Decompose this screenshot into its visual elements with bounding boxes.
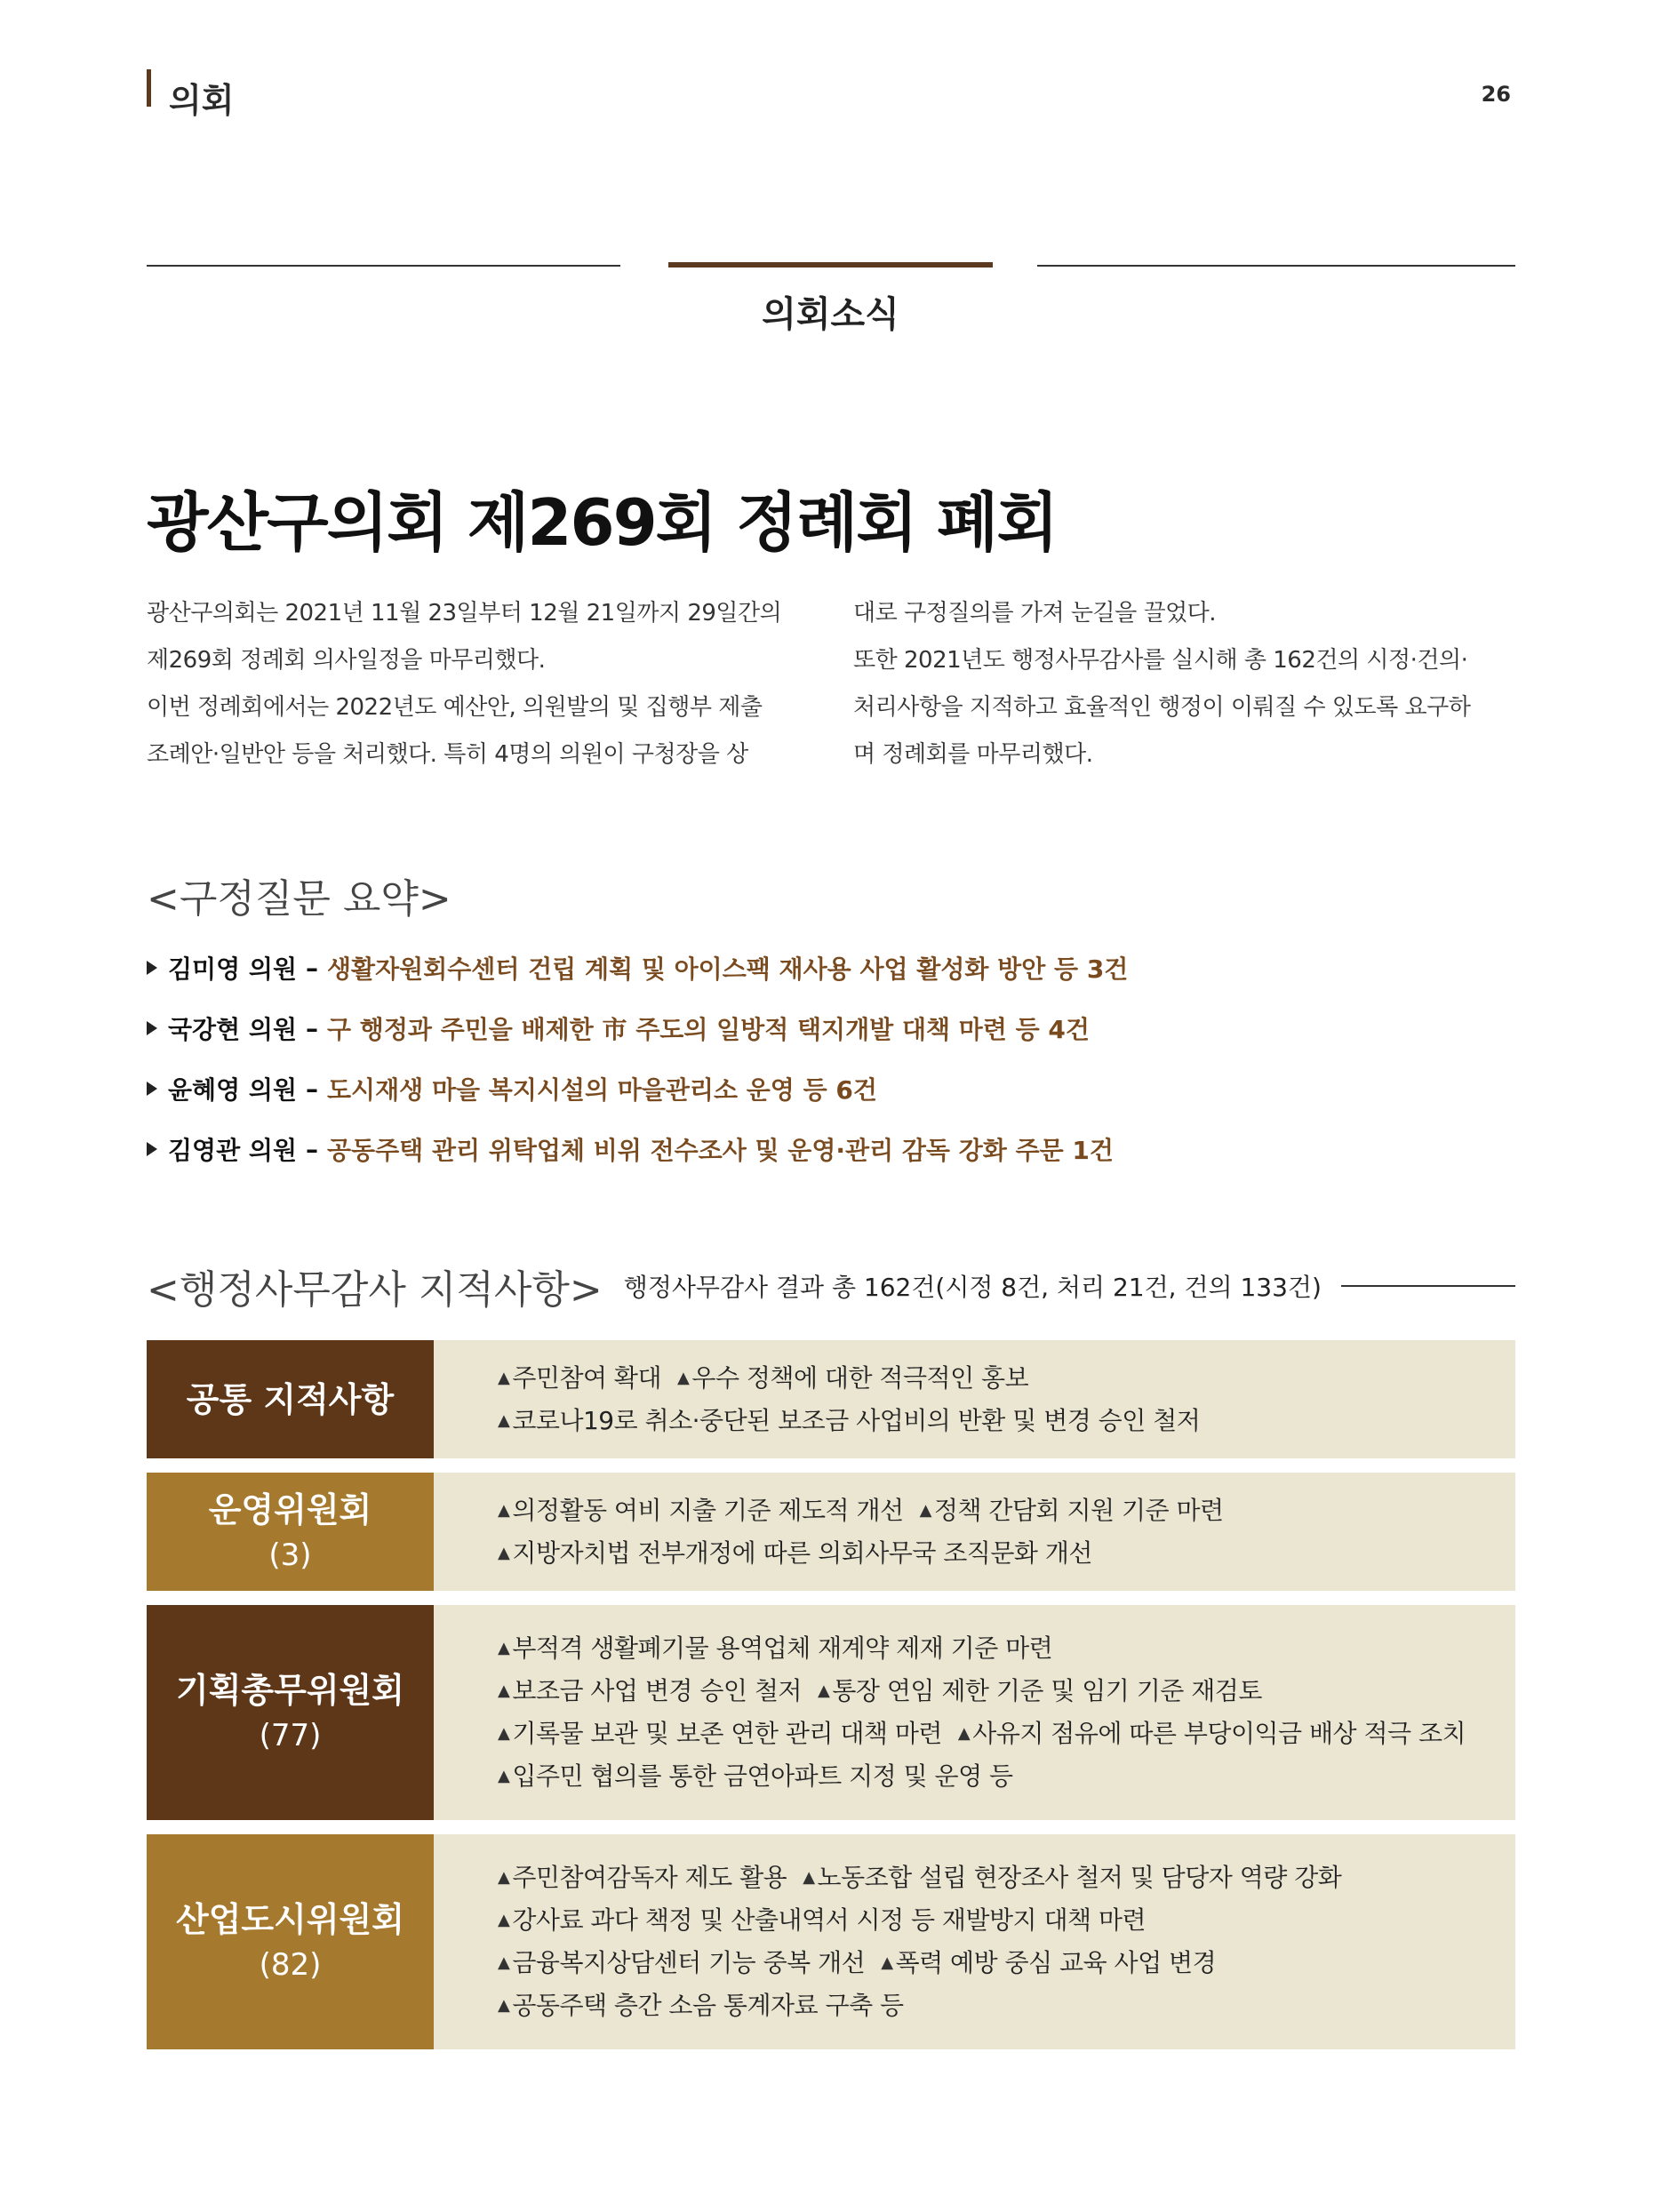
councilor-name: 김미영 의원 [168, 954, 297, 984]
article-headline: 광산구의회 제269회 정례회 폐회 [147, 485, 1058, 560]
finding-item [498, 1496, 904, 1525]
finding-text: 우수 정책에 대한 적극적인 홍보 [691, 1362, 1029, 1393]
finding-text: 보조금 사업 변경 승인 철저 [512, 1676, 802, 1705]
category-title: 의회소식 [762, 294, 899, 335]
finding-line [498, 1942, 1515, 1984]
triangle-bullet-icon [147, 1021, 157, 1035]
body-line: 광산구의회는 2021년 11월 23일부터 12월 21일까지 29일간의 [147, 600, 782, 627]
body-line: 조례안·일반안 등을 처리했다. 특히 4명의 의원이 구청장을 상 [147, 741, 748, 768]
body-line: 며 정례회를 마무리했다. [853, 741, 1093, 768]
audit-summary: 행정사무감사 결과 총 162건(시정 8건, 처리 21건, 건의 133건) [623, 1273, 1322, 1302]
finding-item [498, 1991, 904, 2020]
finding-text: 의정활동 여비 지출 기준 제도적 개선 [512, 1495, 904, 1525]
committee-count: (3) [268, 1537, 312, 1573]
councilor-name: 윤혜영 의원 [168, 1075, 297, 1105]
councilor-name: 김영관 의원 [168, 1136, 297, 1165]
finding-text: 기록물 보관 및 보존 연한 관리 대책 마련 [512, 1719, 942, 1748]
finding-item [498, 1633, 1052, 1663]
body-line: 또한 2021년도 행정사무감사를 실시해 총 162건의 시정·건의· [853, 647, 1468, 674]
question-summary: 도시재생 마을 복지시설의 마을관리소 운영 등 6건 [327, 1075, 877, 1105]
triangle-bullet-icon: ▲ [498, 1543, 510, 1562]
finding-item [498, 1761, 1013, 1791]
list-item [147, 1058, 1128, 1119]
section-marker [147, 69, 151, 107]
audit-row [147, 1834, 1515, 2049]
separator-dash: – [306, 1134, 318, 1164]
audit-findings [434, 1605, 1515, 1820]
finding-text: 통장 연임 제한 기준 및 임기 기준 재검토 [832, 1676, 1262, 1705]
finding-line [498, 1670, 1515, 1713]
finding-line [498, 1899, 1515, 1942]
committee-label [147, 1473, 434, 1591]
finding-item [920, 1496, 1224, 1525]
triangle-bullet-icon [147, 961, 157, 975]
finding-line [498, 1984, 1515, 2027]
audit-findings [434, 1834, 1515, 2049]
finding-item [881, 1948, 1216, 1977]
triangle-bullet-icon [147, 1142, 157, 1156]
finding-text: 노동조합 설립 현장조사 철저 및 담당자 역량 강화 [817, 1863, 1342, 1892]
triangle-bullet-icon: ▲ [498, 1911, 510, 1929]
committee-count: (77) [259, 1718, 322, 1753]
question-summary: 구 행정과 주민을 배제한 市 주도의 일방적 택지개발 대책 마련 등 4건 [327, 1015, 1090, 1044]
triangle-bullet-icon: ▲ [498, 1639, 510, 1657]
committee-label [147, 1834, 434, 2049]
body-line: 대로 구정질의를 가져 눈길을 끌었다. [853, 600, 1217, 627]
finding-text: 사유지 점유에 따른 부당이익금 배상 적극 조치 [972, 1719, 1466, 1748]
finding-item [498, 1676, 802, 1705]
committee-name: 기획총무위원회 [176, 1671, 404, 1710]
finding-text: 금융복지상담센터 기능 중복 개선 [512, 1948, 866, 1977]
finding-item [498, 1863, 787, 1892]
audit-findings [434, 1473, 1515, 1591]
finding-line [498, 1627, 1515, 1670]
questions-list [147, 938, 1128, 1179]
finding-line [498, 1532, 1515, 1575]
finding-text: 정책 간담회 지원 기준 마련 [933, 1495, 1224, 1525]
triangle-bullet-icon: ▲ [498, 1500, 510, 1520]
councilor-name: 국강현 의원 [168, 1015, 297, 1044]
committee-name: 공통 지적사항 [186, 1379, 395, 1419]
finding-item [498, 1406, 1200, 1435]
list-item [147, 1119, 1128, 1179]
finding-item [498, 1538, 1092, 1568]
finding-item [677, 1363, 1028, 1393]
body-line: 제269회 정례회 의사일정을 마무리했다. [147, 647, 546, 674]
finding-item [498, 1948, 865, 1977]
audit-heading-rule [1341, 1285, 1515, 1287]
audit-findings [434, 1340, 1515, 1458]
finding-text: 폭력 예방 중심 교육 사업 변경 [895, 1948, 1217, 1977]
finding-text: 주민참여 확대 [512, 1362, 662, 1393]
triangle-bullet-icon: ▲ [817, 1681, 830, 1700]
divider-accent [668, 262, 993, 268]
finding-text: 주민참여감독자 제도 활용 [512, 1863, 787, 1892]
triangle-bullet-icon: ▲ [498, 1724, 510, 1743]
divider-left [147, 265, 620, 267]
body-line: 이번 정례회에서는 2022년도 예산안, 의원발의 및 집행부 제출 [147, 694, 763, 721]
triangle-bullet-icon: ▲ [677, 1368, 690, 1387]
divider-right [1037, 265, 1515, 267]
body-column-left [147, 590, 809, 779]
triangle-bullet-icon [147, 1082, 157, 1096]
committee-label [147, 1605, 434, 1820]
triangle-bullet-icon: ▲ [881, 1953, 893, 1972]
audit-heading: <행정사무감사 지적사항> [147, 1267, 603, 1313]
list-item [147, 938, 1128, 998]
triangle-bullet-icon: ▲ [498, 1996, 510, 2015]
finding-line [498, 1357, 1515, 1400]
triangle-bullet-icon: ▲ [498, 1681, 510, 1700]
triangle-bullet-icon: ▲ [498, 1953, 510, 1972]
audit-row [147, 1473, 1515, 1591]
triangle-bullet-icon: ▲ [498, 1410, 510, 1430]
audit-row [147, 1605, 1515, 1820]
triangle-bullet-icon: ▲ [803, 1868, 815, 1887]
finding-item [498, 1363, 661, 1393]
finding-line [498, 1489, 1515, 1532]
committee-name: 산업도시위원회 [176, 1900, 404, 1939]
finding-text: 강사료 과다 책정 및 산출내역서 시정 등 재발방지 대책 마련 [512, 1905, 1147, 1935]
finding-line [498, 1400, 1515, 1442]
separator-dash: – [306, 1074, 318, 1104]
committee-count: (82) [259, 1947, 322, 1983]
list-item [147, 998, 1128, 1058]
finding-text: 부적격 생활폐기물 용역업체 재계약 제재 기준 마련 [512, 1633, 1053, 1663]
committee-name: 운영위원회 [208, 1489, 372, 1529]
audit-heading-row [147, 1258, 1515, 1314]
body-column-right [853, 590, 1515, 779]
triangle-bullet-icon: ▲ [957, 1724, 971, 1743]
finding-text: 코로나19로 취소·중단된 보조금 사업비의 반환 및 변경 승인 철저 [512, 1405, 1201, 1435]
question-summary: 생활자원회수센터 건립 계획 및 아이스팩 재사용 사업 활성화 방안 등 3건 [327, 954, 1129, 984]
triangle-bullet-icon: ▲ [919, 1500, 931, 1520]
committee-label [147, 1340, 434, 1458]
questions-heading: <구정질문 요약> [147, 876, 451, 922]
question-summary: 공동주택 관리 위탁업체 비위 전수조사 및 운영·관리 감독 강화 주문 1건 [327, 1136, 1114, 1165]
finding-item [498, 1719, 942, 1748]
finding-line [498, 1755, 1515, 1798]
finding-item [818, 1676, 1262, 1705]
separator-dash: – [306, 1013, 318, 1043]
body-line: 처리사항을 지적하고 효율적인 행정이 이뤄질 수 있도록 요구하 [853, 694, 1471, 721]
finding-text: 공동주택 층간 소음 통계자료 구축 등 [512, 1991, 904, 2020]
section-label: 의회 [169, 81, 235, 120]
finding-item [958, 1719, 1466, 1748]
triangle-bullet-icon: ▲ [498, 1368, 510, 1387]
finding-text: 지방자치법 전부개정에 따른 의회사무국 조직문화 개선 [512, 1537, 1092, 1568]
triangle-bullet-icon: ▲ [498, 1767, 510, 1785]
finding-item [498, 1905, 1146, 1935]
triangle-bullet-icon: ▲ [498, 1868, 510, 1887]
page-number: 26 [1481, 82, 1511, 107]
audit-row [147, 1340, 1515, 1458]
finding-line [498, 1713, 1515, 1755]
separator-dash: – [306, 953, 318, 983]
finding-line [498, 1857, 1515, 1899]
finding-text: 입주민 협의를 통한 금연아파트 지정 및 운영 등 [512, 1761, 1013, 1791]
finding-item [803, 1863, 1341, 1892]
